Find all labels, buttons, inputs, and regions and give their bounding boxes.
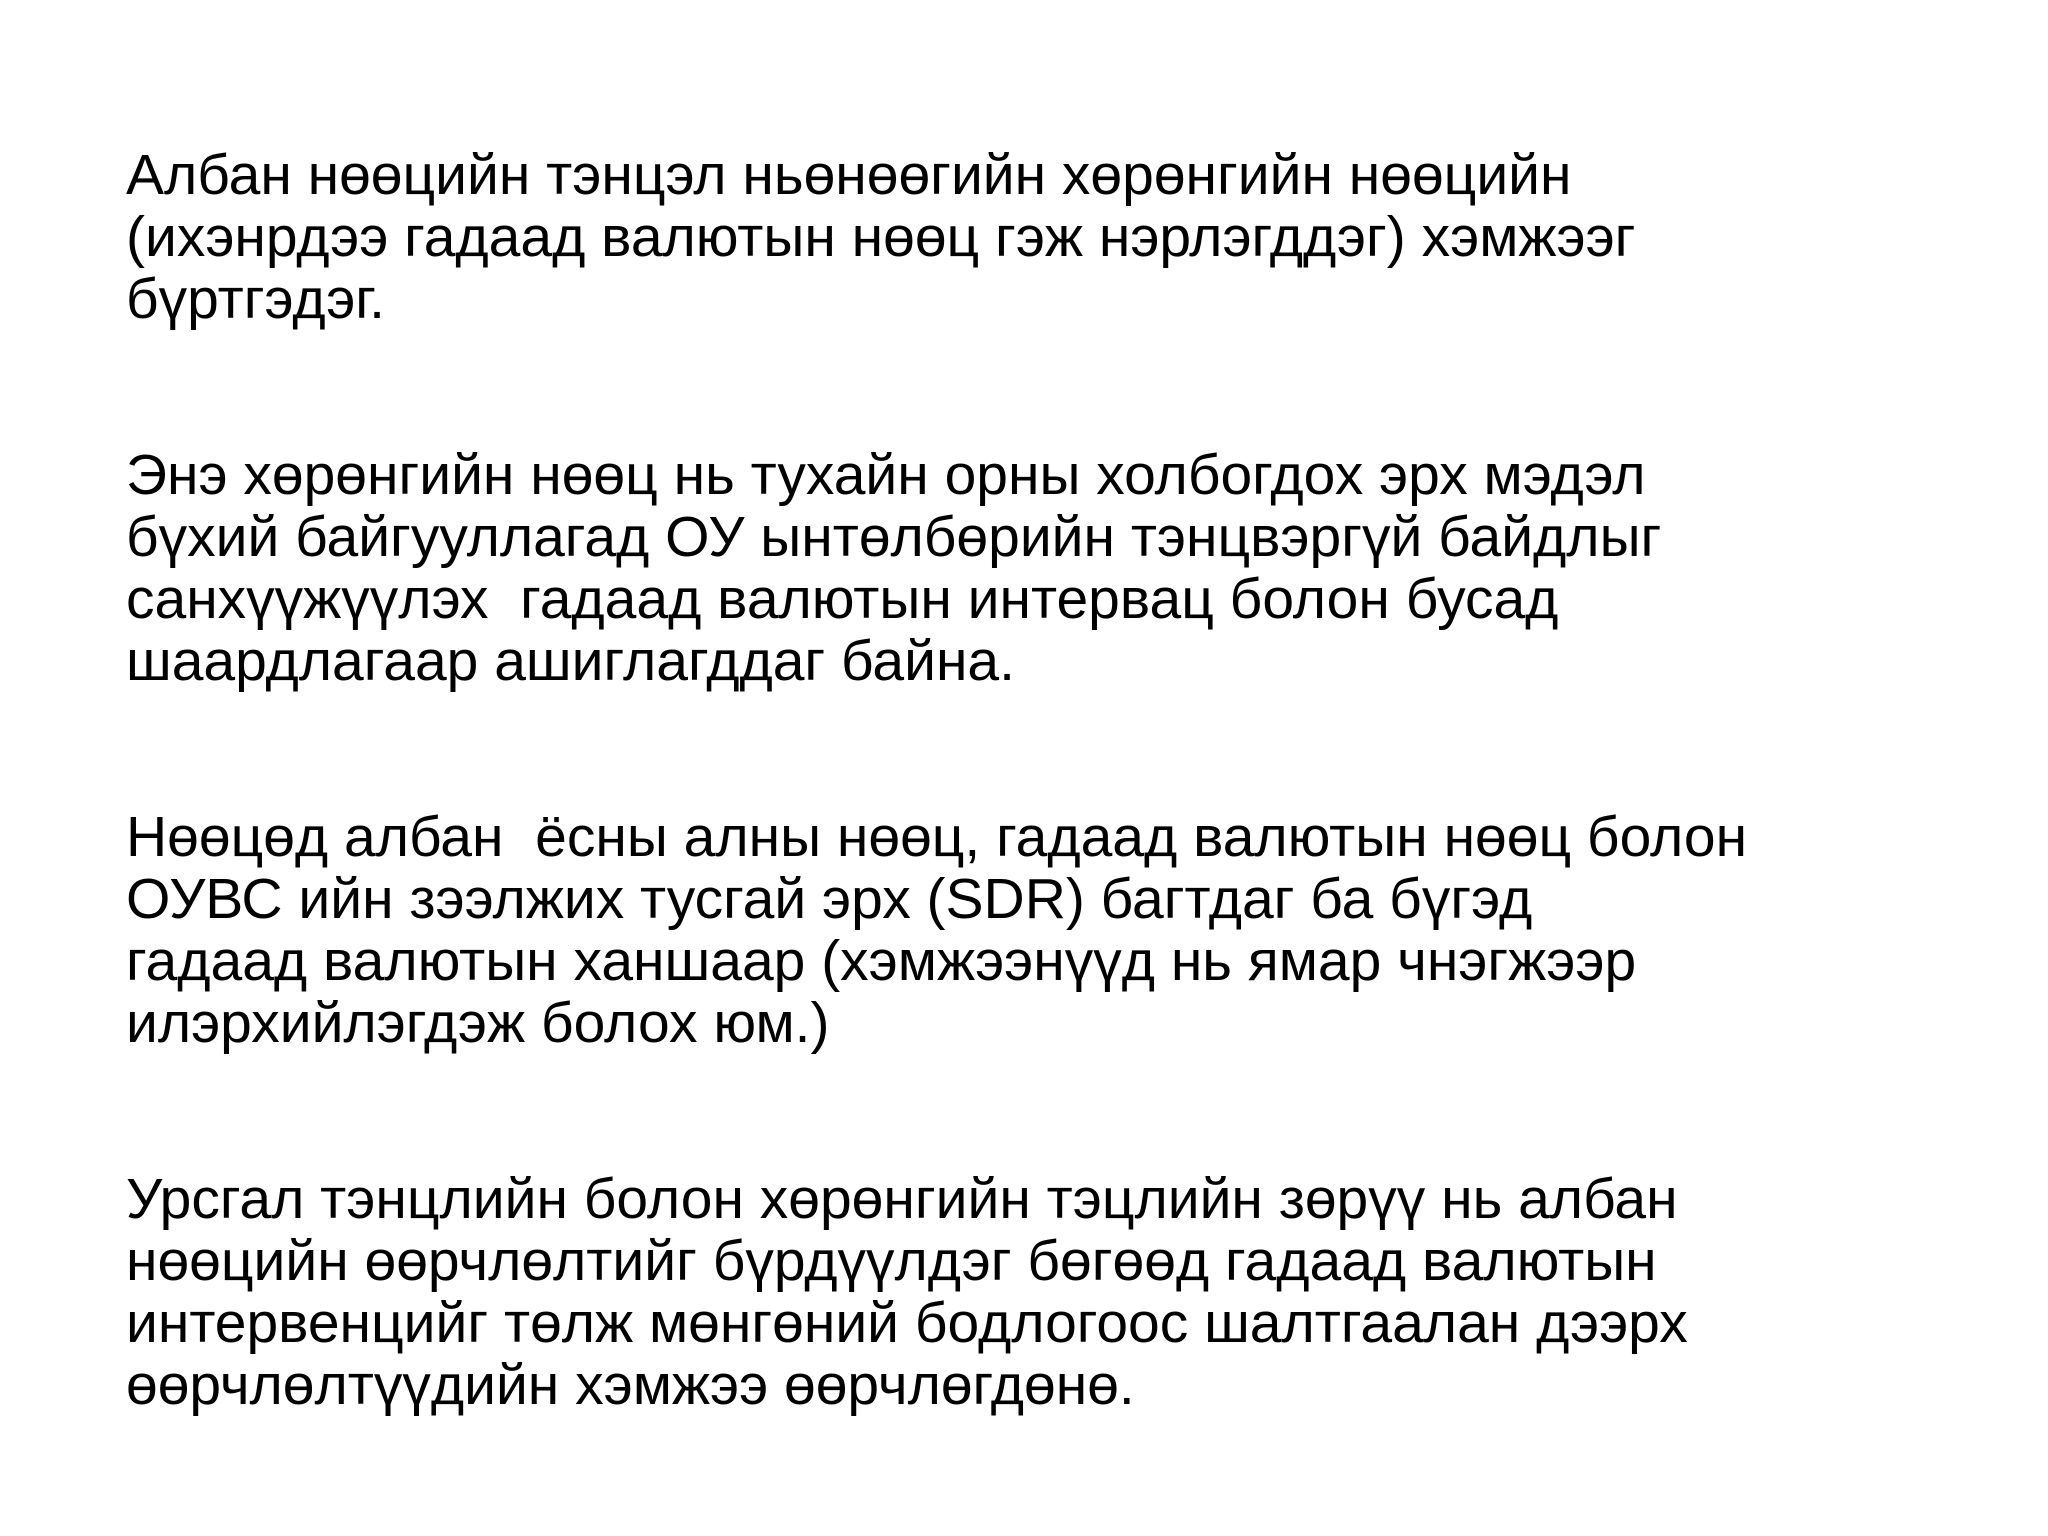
text-line: ОУВС ийн зээлжих тусгай эрх (SDR) багтдаг ба бүгэд (126, 867, 1533, 931)
text-line: интервенцийг төлж мөнгөний бодлогоос шалтгаалан дээрх (126, 1291, 1688, 1355)
paragraph-official-reserves (126, 144, 1956, 330)
paragraph-reserve-components (126, 806, 1956, 1054)
text-line: Урсгал тэнцлийн болон хөрөнгийн тэцлийн зөрүү нь албан (126, 1167, 1678, 1231)
text-line: Албан нөөцийн тэнцэл ньөнөөгийн хөрөнгийн нөөцийн (126, 143, 1572, 207)
text-line: шаардлагаар ашиглагддаг байна. (126, 629, 1015, 693)
text-line: нөөцийн өөрчлөлтийг бүрдүүлдэг бөгөөд гадаад валютын (126, 1229, 1657, 1293)
text-line: бүртгэдэг. (126, 267, 385, 331)
text-line: санхүүжүүлэх гадаад валютын интервац болон бусад (126, 567, 1559, 631)
text-line: (ихэнрдээ гадаад валютын нөөц гэж нэрлэгддэг) хэмжээг (126, 205, 1636, 269)
text-line: илэрхийлэгдэж болох юм.) (126, 991, 830, 1055)
text-line: өөрчлөлтүүдийн хэмжээ өөрчлөгдөнө. (126, 1353, 1135, 1417)
paragraph-reserve-usage (126, 444, 1956, 692)
paragraph-balance-difference (126, 1168, 1956, 1416)
body-text (126, 144, 1956, 1416)
text-line: Нөөцөд албан ёсны алны нөөц, гадаад валютын нөөц болон (126, 805, 1748, 869)
text-line: Энэ хөрөнгийн нөөц нь тухайн орны холбогдох эрх мэдэл (126, 443, 1646, 507)
text-line: гадаад валютын ханшаар (хэмжээнүүд нь ямар чнэгжээр (126, 929, 1637, 993)
text-line: бүхий байгууллагад ОУ ынтөлбөрийн тэнцвэргүй байдлыг (126, 505, 1662, 569)
